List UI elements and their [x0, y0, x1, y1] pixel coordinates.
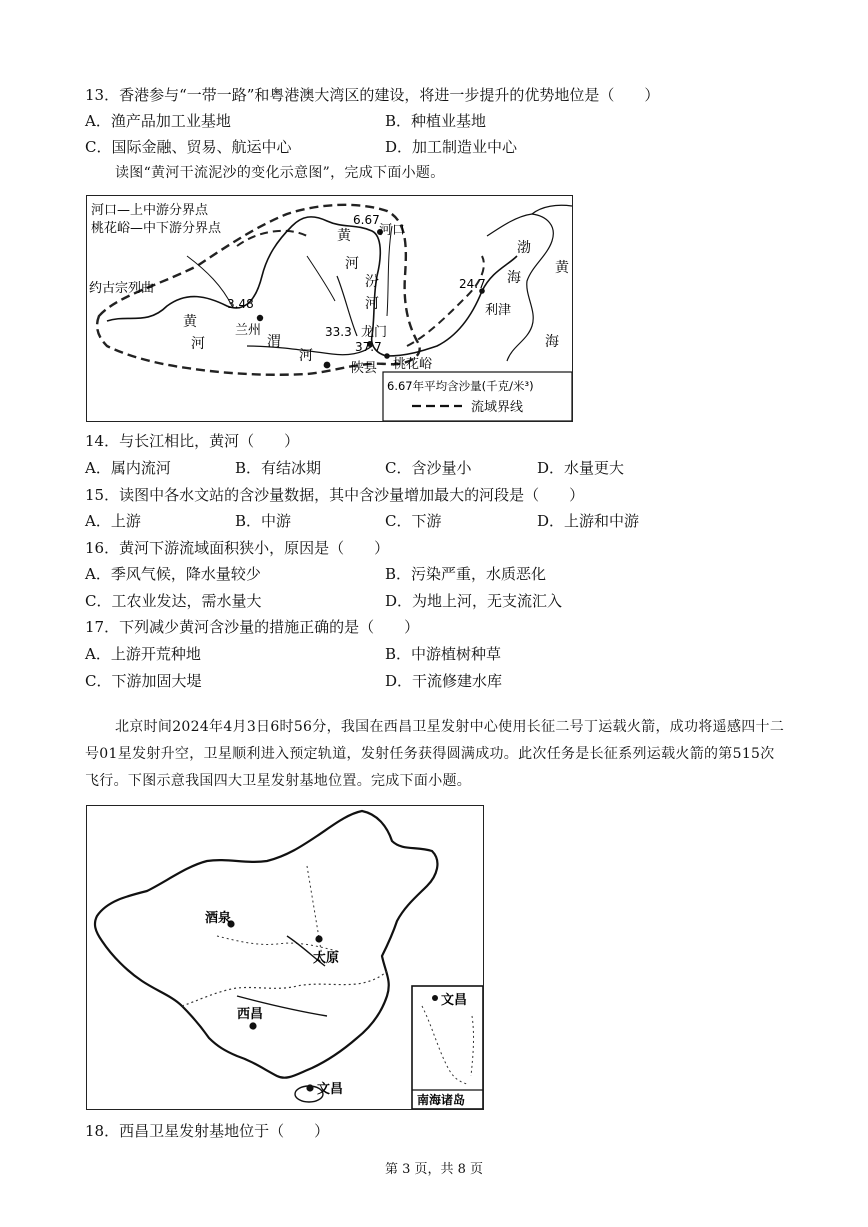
q17-option-c: C．下游加固大堤: [85, 672, 202, 690]
inset-wenchang: 文昌: [441, 993, 468, 1008]
label-yueguzonglie: 约古宗列曲: [89, 281, 155, 296]
value-lijin: 24.7: [459, 277, 486, 291]
q14-option-c: C．含沙量小: [385, 459, 472, 477]
page-number: 第 3 页，共 8 页: [384, 1162, 484, 1177]
q13-option-a: A．渔产品加工业基地: [85, 112, 231, 130]
q15-option-c: C．下游: [385, 512, 442, 530]
value-shanxian: 37.7: [355, 340, 382, 354]
q17-option-d: D．干流修建水库: [385, 672, 503, 690]
q17-stem: 17．下列减少黄河含沙量的措施正确的是（ ）: [85, 618, 420, 636]
label-fen: 汾: [365, 274, 379, 290]
q16-option-a: A．季风气候，降水量较少: [85, 565, 261, 583]
site-taiyuan: 太原: [313, 951, 340, 966]
q15-stem: 15．读图中各水文站的含沙量数据，其中含沙量增加最大的河段是（ ）: [85, 486, 585, 504]
label-bo-hai: 海: [507, 270, 521, 286]
q15-option-b: B．中游: [235, 512, 292, 530]
value-hekou: 6.67: [353, 213, 380, 227]
site-jiuquan: 酒泉: [205, 911, 232, 926]
q17-option-b: B．中游植树种草: [385, 645, 502, 663]
map2-intro: 北京时间2024年4月3日6时56分，我国在西昌卫星发射中心使用长征二号丁运载火箭，成功将遥感四十二号01星发射升空，卫星顺利进入预定轨道，发射任务获得圆满成功。此次任务是长征系列运载火箭的第515次飞行。下图示意我国四大卫星发射基地位置。完成下面小题。: [85, 719, 785, 789]
q16-option-c: C．工农业发达，需水量大: [85, 592, 262, 610]
q14-option-a: A．属内流河: [85, 459, 171, 477]
label-lijin: 利津: [485, 303, 512, 318]
label-wei-he: 河: [299, 348, 313, 364]
label-huang-hai: 海: [545, 334, 559, 350]
q14-option-b: B．有结冰期: [235, 459, 322, 477]
inset-title: 南海诸岛: [417, 1093, 466, 1107]
q13-stem: 13．香港参与“一带一路”和粤港澳大湾区的建设，将进一步提升的优势地位是（ ）: [85, 86, 660, 104]
value-longmen: 33.3: [325, 325, 352, 339]
yellow-river-sediment-map: [86, 195, 573, 422]
q15-option-d: D．上游和中游: [537, 512, 640, 530]
q16-option-d: D．为地上河，无支流汇入: [385, 592, 563, 610]
label-wei: 渭: [267, 334, 281, 350]
label-shanxian: 陕县: [351, 361, 378, 376]
label-lanzhou: 兰州: [235, 323, 262, 338]
q18-stem: 18．西昌卫星发射基地位于（ ）: [85, 1122, 330, 1140]
q15-option-a: A．上游: [85, 512, 141, 530]
q17-option-a: A．上游开荒种地: [85, 645, 201, 663]
label-he-left: 河: [191, 336, 205, 352]
q13-option-d: D．加工制造业中心: [385, 138, 518, 156]
label-taohuayu: 桃花峪: [393, 357, 433, 372]
label-fen-he: 河: [365, 296, 379, 312]
q13-option-c: C．国际金融、贸易、航运中心: [85, 138, 292, 156]
label-he-top: 河: [345, 256, 359, 272]
china-launch-sites-map: [86, 805, 484, 1110]
map1-intro: 读图“黄河干流泥沙的变化示意图”，完成下面小题。: [115, 165, 445, 181]
q14-option-d: D．水量更大: [537, 459, 625, 477]
label-huang-left: 黄: [183, 314, 197, 330]
value-lanzhou: 3.48: [227, 297, 254, 311]
map1-note-taohuayu: 桃花峪—中下游分界点: [91, 221, 222, 236]
label-longmen: 龙门: [361, 325, 388, 340]
legend-sediment: 6.67年平均含沙量(千克/米³): [387, 379, 534, 393]
q13-option-b: B．种植业基地: [385, 112, 487, 130]
q14-stem: 14．与长江相比，黄河（ ）: [85, 432, 300, 450]
label-huang-sea: 黄: [555, 260, 569, 276]
map1-note-hekou: 河口—上中游分界点: [91, 203, 209, 218]
site-wenchang: 文昌: [317, 1082, 344, 1097]
q16-stem: 16．黄河下游流域面积狭小，原因是（ ）: [85, 539, 390, 557]
label-hekou: 河口: [379, 223, 406, 238]
label-huang-top: 黄: [337, 228, 351, 244]
q16-option-b: B．污染严重，水质恶化: [385, 565, 547, 583]
legend-boundary: 流域界线: [471, 400, 524, 415]
site-xichang: 西昌: [237, 1007, 264, 1022]
label-bo: 渤: [517, 240, 531, 256]
